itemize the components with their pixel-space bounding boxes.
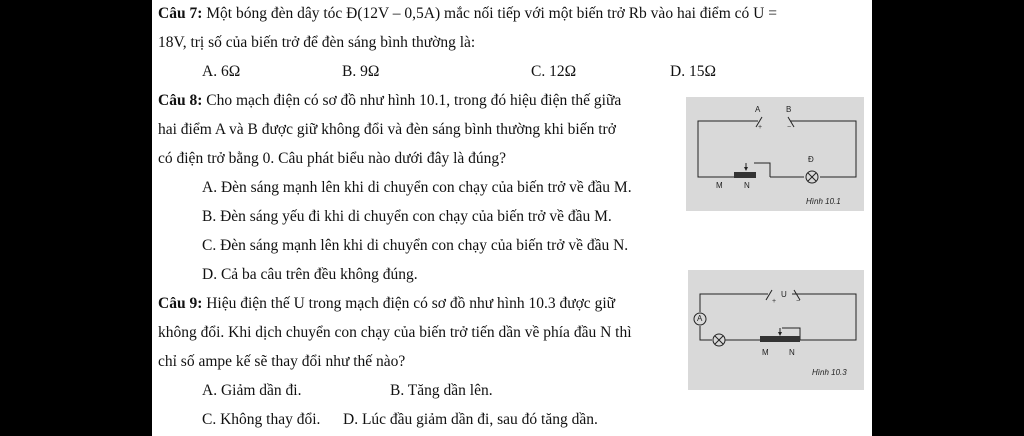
q7-label: Câu 7: [158, 5, 203, 22]
q9-option-a: A. Giảm dần đi. [202, 382, 302, 399]
q9-option-c: C. Không thay đổi. [202, 411, 321, 428]
q7-text-2: 18V, trị số của biến trở để đèn sáng bình thường là: [158, 34, 476, 51]
fig-10-3-caption: Hình 10.3 [812, 368, 847, 377]
q8-text-2: hai điểm A và B được giữ không đổi và đèn sáng bình thường khi biến trở [158, 121, 616, 138]
fig-10-3-label-u: U [781, 290, 787, 299]
q8-option-c: C. Đèn sáng mạnh lên khi di chuyển con chạy của biến trở về đầu N. [202, 237, 629, 254]
q9-line-1 [158, 294, 615, 314]
q7-option-c: C. 12Ω [531, 63, 577, 80]
fig-10-1-caption: Hình 10.1 [806, 197, 841, 206]
q8-option-a: A. Đèn sáng mạnh lên khi di chuyển con chạy của biến trở về đầu M. [202, 179, 632, 196]
q9-text-2: không đổi. Khi dịch chuyển con chạy của biến trở tiến dần về phía đầu N thì [158, 324, 632, 341]
q8-option-d: D. Cả ba câu trên đều không đúng. [202, 266, 418, 283]
q8-option-b: B. Đèn sáng yếu đi khi di chuyển con chạy của biến trở về đầu M. [202, 208, 612, 225]
fig-10-1-label-m: M [716, 181, 723, 190]
fig-10-3-label-m: M [762, 348, 769, 357]
figure-10-3 [688, 270, 864, 390]
q7-option-b: B. 9Ω [342, 63, 380, 80]
fig-10-1-label-d: Đ [808, 155, 814, 164]
fig-10-1-label-b: B [786, 105, 792, 114]
q8-line-1 [158, 91, 621, 111]
q7-line-1 [158, 4, 777, 24]
q9-label: Câu 9: [158, 295, 203, 312]
q7-option-d: D. 15Ω [670, 63, 716, 80]
q9-text-1: Hiệu điện thế U trong mạch điện có sơ đồ như hình 10.3 được giữ [202, 295, 616, 312]
svg-text:−: − [796, 298, 801, 305]
fig-10-1-label-a: A [755, 105, 761, 114]
svg-text:+: + [772, 298, 777, 305]
fig-10-3-label-a: A [697, 314, 703, 323]
q7-text-1: Một bóng đèn dây tóc Đ(12V – 0,5A) mắc nối tiếp với một biến trở Rb vào hai điểm có U = [202, 5, 777, 22]
q9-text-3: chỉ số ampe kế sẽ thay đổi như thế nào? [158, 353, 406, 370]
q9-option-b: B. Tăng dần lên. [390, 382, 493, 399]
document-page [152, 0, 872, 436]
q8-text-3: có điện trở bằng 0. Câu phát biểu nào dưới đây là đúng? [158, 150, 507, 167]
fig-10-1-label-n: N [744, 181, 750, 190]
q8-label: Câu 8: [158, 92, 203, 109]
fig-10-3-label-n: N [789, 348, 795, 357]
q8-text-1: Cho mạch điện có sơ đồ như hình 10.1, trong đó hiệu điện thế giữa [202, 92, 622, 109]
svg-text:+: + [758, 124, 763, 131]
circuit-10-1-diagram [686, 97, 864, 211]
q7-option-a: A. 6Ω [202, 63, 241, 80]
q9-option-d: D. Lúc đầu giảm dần đi, sau đó tăng dần. [343, 411, 598, 428]
svg-text:−: − [787, 124, 792, 131]
figure-10-1 [686, 97, 864, 211]
